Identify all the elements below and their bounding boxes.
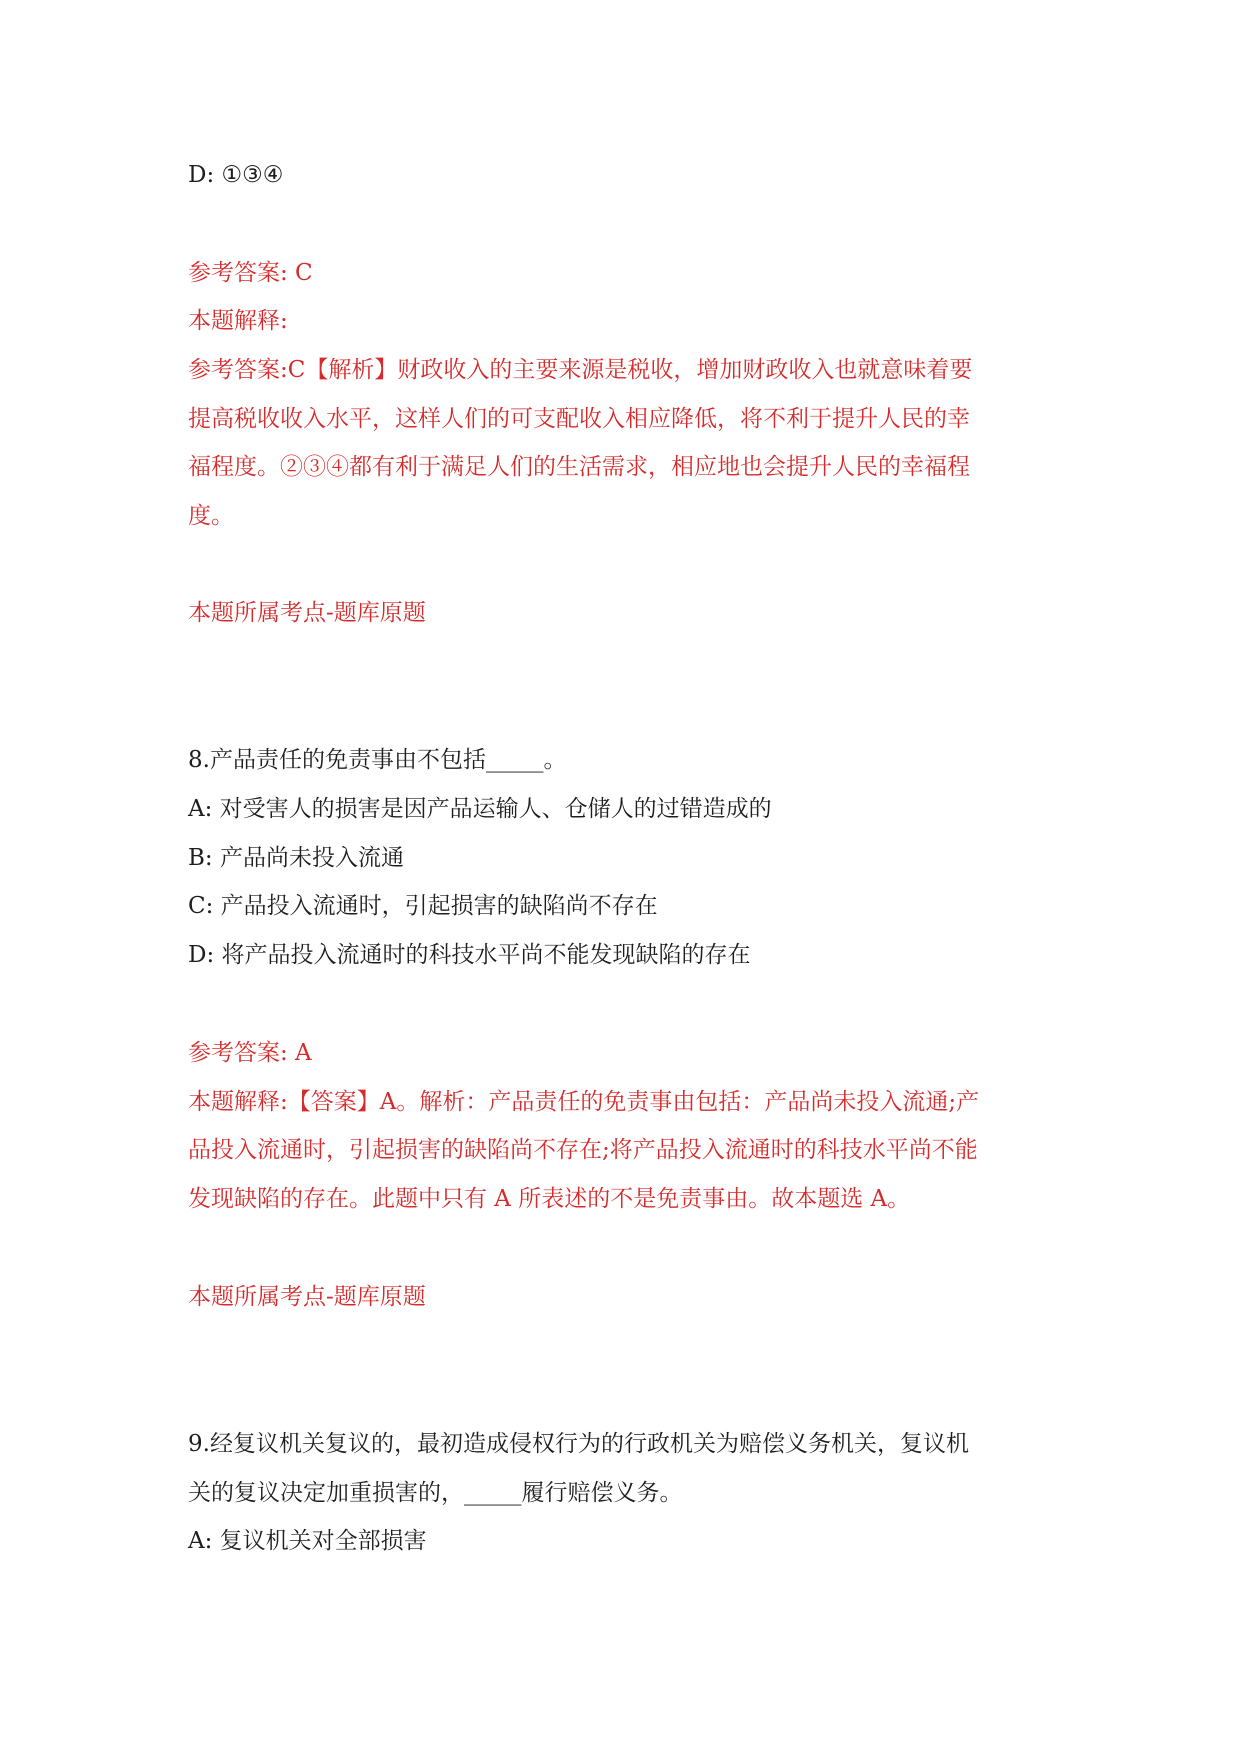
- q8-explanation-line: 品投入流通时，引起损害的缺陷尚不存在;将产品投入流通时的科技水平尚不能: [188, 1137, 978, 1163]
- prev-answer: 参考答案: C: [188, 260, 313, 286]
- prev-explanation-line: 福程度。②③④都有利于满足人们的生活需求，相应地也会提升人民的幸福程: [188, 454, 970, 480]
- q8-option-d: D: 将产品投入流通时的科技水平尚不能发现缺陷的存在: [188, 942, 751, 968]
- q8-explanation-line: 发现缺陷的存在。此题中只有 A 所表述的不是免责事由。故本题选 A。: [188, 1186, 911, 1212]
- q9-option-a: A: 复议机关对全部损害: [188, 1528, 427, 1554]
- q9-stem-line: 关的复议决定加重损害的，_____履行赔偿义务。: [188, 1480, 683, 1506]
- prev-source: 本题所属考点-题库原题: [188, 600, 426, 626]
- prev-explanation-line: 提高税收收入水平，这样人们的可支配收入相应降低，将不利于提升人民的幸: [188, 406, 970, 432]
- q8-option-c: C: 产品投入流通时，引起损害的缺陷尚不存在: [188, 893, 658, 919]
- prev-option-d: D: ①③④: [188, 162, 284, 188]
- prev-explanation-line: 度。: [188, 503, 234, 529]
- q9-stem-line: 9.经复议机关复议的，最初造成侵权行为的行政机关为赔偿义务机关，复议机: [188, 1431, 969, 1457]
- q8-option-a: A: 对受害人的损害是因产品运输人、仓储人的过错造成的: [188, 796, 772, 822]
- prev-explanation-line: 参考答案:C【解析】财政收入的主要来源是税收，增加财政收入也就意味着要: [188, 357, 973, 383]
- q8-source: 本题所属考点-题库原题: [188, 1284, 426, 1310]
- q8-stem: 8.产品责任的免责事由不包括_____。: [188, 747, 567, 773]
- q8-answer: 参考答案: A: [188, 1040, 312, 1066]
- prev-explanation-label: 本题解释:: [188, 308, 288, 334]
- q8-option-b: B: 产品尚未投入流通: [188, 845, 404, 871]
- q8-explanation-line: 本题解释:【答案】A。解析：产品责任的免责事由包括：产品尚未投入流通;产: [188, 1089, 980, 1115]
